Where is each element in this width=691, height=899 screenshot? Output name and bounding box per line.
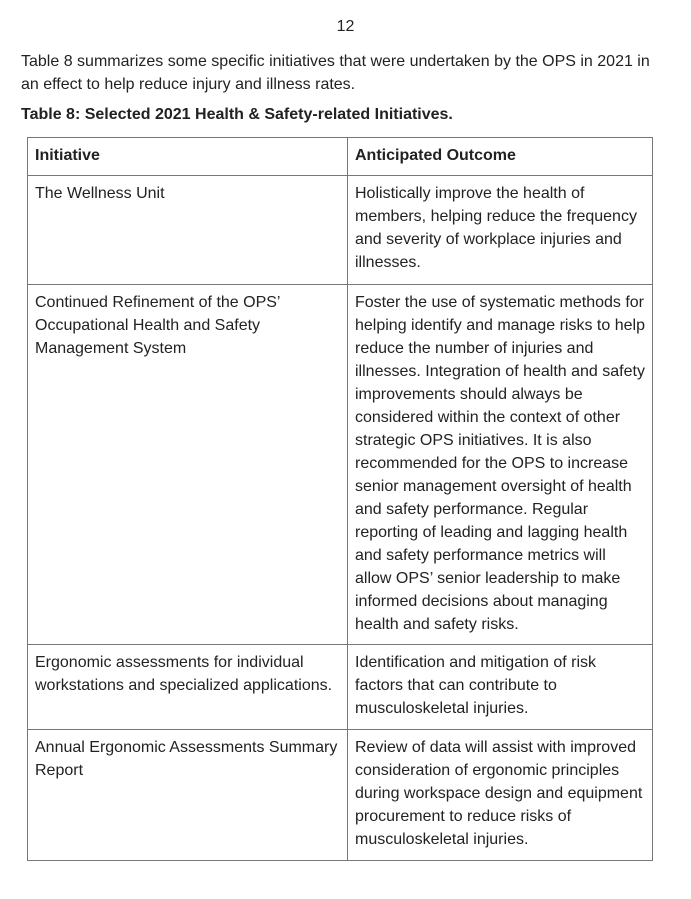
outcome-cell: Identification and mitigation of risk factors that can contribute to musculoskeletal injuries. <box>348 645 653 730</box>
table-row <box>28 285 653 645</box>
page-number: 12 <box>336 18 355 35</box>
initiative-cell: Continued Refinement of the OPS’ Occupational Health and Safety Management System <box>28 285 348 645</box>
initiative-cell: The Wellness Unit <box>28 176 348 285</box>
table-header-row <box>28 138 653 176</box>
outcome-cell: Holistically improve the health of members, helping reduce the frequency and severity of workplace injuries and illnesses. <box>348 176 653 285</box>
header-initiative: Initiative <box>28 138 348 176</box>
header-anticipated-outcome: Anticipated Outcome <box>348 138 653 176</box>
table-row <box>28 645 653 730</box>
outcome-cell: Review of data will assist with improved consideration of ergonomic principles during workspace design and equipment procurement to reduce risks of musculoskeletal injuries. <box>348 730 653 861</box>
intro-paragraph: Table 8 summarizes some specific initiatives that were undertaken by the OPS in 2021 in an effect to help reduce injury and illness rates. <box>21 53 650 93</box>
outcome-cell: Foster the use of systematic methods for helping identify and manage risks to help reduce the number of injuries and illnesses. Integration of health and safety improvements should always be considered within the context of other strategic OPS initiatives. It is also recommended for the OPS to increase senior management oversight of health and safety performance. Regular reporting of leading and lagging health and safety performance metrics will allow OPS’ senior leadership to make informed decisions about managing health and safety risks. <box>348 285 653 645</box>
initiatives-table <box>27 137 653 861</box>
table-caption: Table 8: Selected 2021 Health & Safety-related Initiatives. <box>21 106 453 123</box>
table-row <box>28 176 653 285</box>
initiative-cell: Annual Ergonomic Assessments Summary Report <box>28 730 348 861</box>
initiative-cell: Ergonomic assessments for individual workstations and specialized applications. <box>28 645 348 730</box>
table-row <box>28 730 653 861</box>
